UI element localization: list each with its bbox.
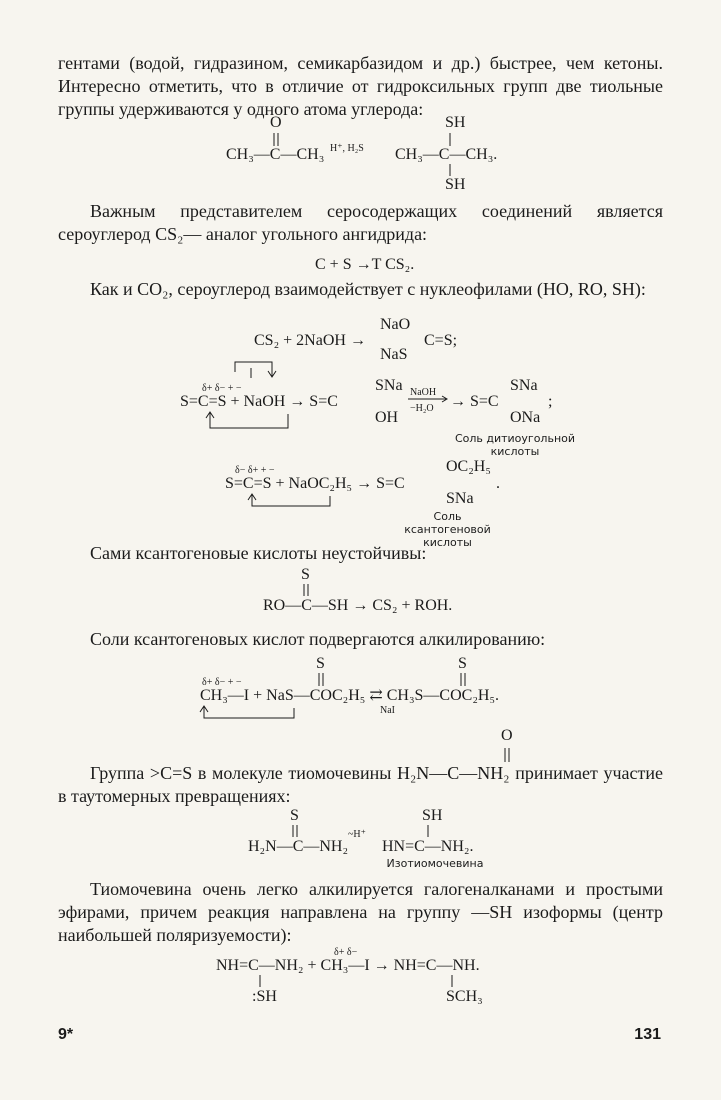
r1-right-main: CH₃—C—CH₃. — [395, 146, 498, 163]
r3-bottom: NaS — [380, 346, 408, 363]
caption-2: Соль ксантогеновой кислоты — [404, 510, 491, 549]
paragraph-3: Как и CO₂, сероуглерод взаимодействует с нуклеофилами (HO, RO, SH): — [90, 279, 646, 299]
r9-left-bottom: :SH — [252, 988, 277, 1005]
r8-left-top: S — [290, 807, 299, 824]
r7-main: CH₃—I + NaS—COC₂H₅ ⇄ CH₃S—COC₂H₅. — [200, 687, 500, 704]
reaction-2: C + S →T CS₂. — [315, 256, 415, 273]
r8-cond: ~H⁺ — [348, 829, 366, 840]
r3-right: C=S; — [424, 332, 458, 349]
caption-1: Соль дитиоугольной кислоты — [454, 432, 576, 458]
r4-left: S=C=S + NaOH → S=C — [180, 393, 338, 410]
r5-left: S=C=S + NaOC₂H₅ → S=C — [225, 475, 405, 492]
r9-right-bottom: SCH₃ — [446, 988, 483, 1005]
r5-charges: δ− δ+ + − — [235, 465, 275, 476]
r9-charges: δ+ δ− — [334, 947, 358, 958]
r4-sub-bottom: OH — [375, 409, 399, 426]
r5-end: . — [496, 475, 500, 492]
r7-cond: NaI — [380, 705, 395, 716]
r3-left: CS₂ + 2NaOH → — [254, 332, 366, 349]
r4-cond-top: NaOH — [410, 387, 437, 398]
r3-top: NaO — [380, 316, 411, 333]
r4-charges: δ+ δ− + − — [202, 383, 242, 394]
r4-cond-bottom: −H₂O — [410, 403, 434, 414]
r4-sub-top: SNa — [375, 377, 403, 394]
signature-mark: 9* — [58, 1026, 74, 1043]
r5-sub-bottom: SNa — [446, 490, 474, 507]
r4-end: ; — [548, 393, 553, 410]
r7-top-s1: S — [316, 655, 325, 672]
paragraph-2: Важным представителем серосодержащих соединений является сероуглерод CS₂— аналог угольного ангидрида: — [58, 201, 663, 244]
r7-charges: δ+ δ− + − — [202, 677, 242, 688]
r1-right-bottom: SH — [445, 176, 466, 193]
r1-left-top: O — [270, 114, 282, 131]
paragraph-5: Соли ксантогеновых кислот подвергаются алкилированию: — [90, 629, 546, 649]
r1-condition: H⁺, H₂S — [330, 143, 364, 154]
r8-left-main: H₂N—C—NH₂ — [248, 838, 349, 855]
r6-main: RO—C—SH → CS₂ + ROH. — [263, 597, 453, 614]
caption-3: Изотиомочевина — [386, 857, 484, 870]
r8-right-main: HN=C—NH₂. — [382, 838, 474, 855]
paragraph-4: Сами ксантогеновые кислоты неустойчивы: — [90, 543, 427, 563]
r4-prod-top: SNa — [510, 377, 538, 394]
paragraph-1: гентами (водой, гидразином, семикарбазидом и др.) быстрее, чем кетоны. Интересно отметить, что в отличие от гидроксильных групп две тиольные группы удерживаются у одного атома углерода: — [58, 53, 663, 119]
r9-main: NH=C—NH₂ + CH₃—I → NH=C—NH. — [216, 957, 480, 974]
paragraph-6: Группа >C=S в молекуле тиомочевины H₂N—C—NH₂ принимает участие в таутомерных превращениях: — [58, 763, 663, 806]
r5-sub-top: OC₂H₅ — [446, 458, 491, 475]
thiourea-oxygen: O — [501, 727, 513, 744]
r1-left-main: CH₃—C—CH₃ — [226, 146, 325, 163]
r7-top-s2: S — [458, 655, 467, 672]
r4-prod-bottom: ONa — [510, 409, 541, 426]
page-number: 131 — [634, 1026, 661, 1043]
r4-mid: → S=C — [450, 393, 499, 410]
r8-right-top: SH — [422, 807, 443, 824]
paragraph-7: Тиомочевина очень легко алкилируется галогеналканами и простыми эфирами, причем реакция направлена на группу —SH изоформы (центр наибольшей поляризуемости): — [58, 879, 663, 945]
r6-top: S — [301, 566, 310, 583]
r1-right-top: SH — [445, 114, 466, 131]
